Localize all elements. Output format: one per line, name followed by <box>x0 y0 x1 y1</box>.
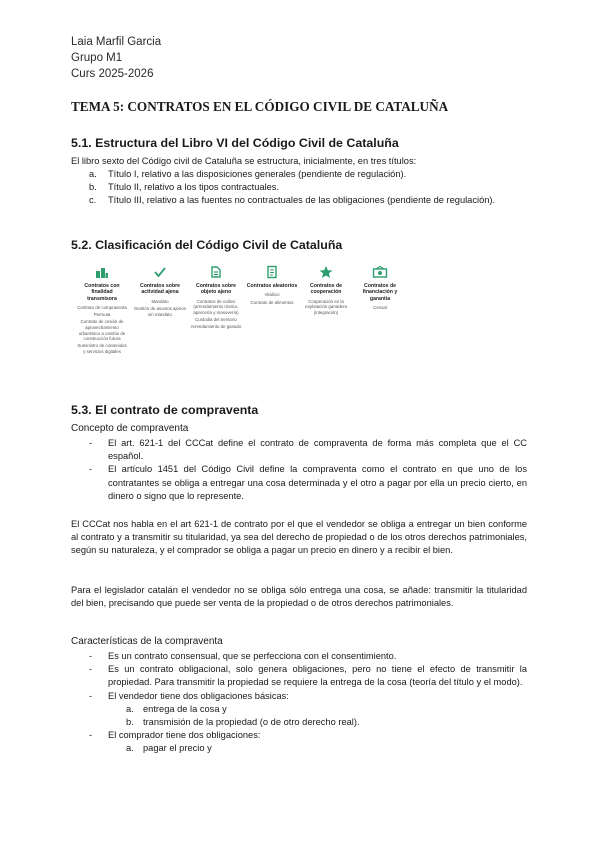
classification-column: Contratos de financiación y garantía Censal <box>354 265 406 312</box>
list-item: - El artículo 1451 del Código Civil define la compraventa como el contrato en que uno de los contratantes se obliga a entregar una cosa determinada y el otro a pagar por ella un precio cierto, en dinero o signo que lo represente. <box>89 464 527 501</box>
checkmark-icon <box>153 265 167 279</box>
course-year: Curs 2025-2026 <box>71 68 154 80</box>
classification-column: Contratos aleatorios Vitalicio Contrato de alimentos <box>246 265 298 307</box>
list-item: b. Título II, relativo a los tipos contractuales. <box>89 182 280 193</box>
column-title: Contratos con finalidad transmisora <box>84 283 120 302</box>
money-icon <box>372 265 388 279</box>
classification-column: Contratos con finalidad transmisora Contrato de compraventa Permuta Contrato de cesión de aprovechamiento urbanístico a cambio de construcción futura Suministro de contenidos y servicios digitales <box>76 265 128 356</box>
list-item: a. entrega de la cosa y <box>126 703 227 714</box>
list-item: c. Título III, relativo a las fuentes no contractuales de las obligaciones (pendiente de regulación). <box>89 195 496 206</box>
section-5-2-heading: 5.2. Clasificación del Código Civil de Cataluña <box>71 238 343 252</box>
classification-column: Contratos sobre actividad ajena Mandato Gestión de asuntos ajenos sin mandato <box>134 265 186 319</box>
list-item: - El art. 621-1 del CCCat define el contrato de compraventa de forma más completa que el CC español. <box>89 438 527 462</box>
section-5-1-intro: El libro sexto del Código civil de Cataluña se estructura, inicialmente, en tres títulos: <box>71 156 417 166</box>
hands-icon <box>209 265 223 279</box>
author-name: Laia Marfil Garcia <box>71 36 162 48</box>
features-heading: Características de la compraventa <box>71 636 223 647</box>
section-5-1-heading: 5.1. Estructura del Libro VI del Código Civil de Cataluña <box>71 136 399 150</box>
column-title: Contratos de financiación y garantía <box>362 283 398 302</box>
classification-column: Contratos de cooperación Cooperación en la explotación ganadera (integración) <box>300 265 352 317</box>
classification-column: Contratos sobre objeto ajeno Contratos de cultivo (arrendamiento rústico, aparcería y masovería) Custodia del territorio Arrendamiento de ganado <box>190 265 242 331</box>
list-item: - Es un contrato obligacional, solo genera obligaciones, pero no tiene el efecto de transmitir la propiedad. Para transmitir la propiedad se requiere la entrega de la cosa (teoría del título y el modo). <box>89 664 527 688</box>
group-name: Grupo M1 <box>71 52 123 64</box>
list-item: - El comprador tiene dos obligaciones: a. pagar el precio y <box>71 729 527 755</box>
document-title: TEMA 5: CONTRATOS EN EL CÓDIGO CIVIL DE CATALUÑA <box>71 99 449 114</box>
list-item: - El vendedor tiene dos obligaciones básicas: a. entrega de la cosa y b. transmisión de la propiedad (o de otro derecho real). <box>71 690 527 730</box>
building-blocks-icon <box>95 265 109 279</box>
concept-heading: Concepto de compraventa <box>71 423 189 434</box>
column-title: Contratos sobre objeto ajeno <box>195 283 237 296</box>
column-title: Contratos sobre actividad ajena <box>139 283 181 296</box>
list-item: b. transmisión de la propiedad (o de otro derecho real). <box>126 717 360 728</box>
document-icon <box>265 265 279 279</box>
paragraph: Para el legislador catalán el vendedor no se obliga sólo entrega una cosa, se añade: transmitir la titularidad del bien, precisando que puede ser venta de la propiedad o de otros derechos patrimoniales. <box>71 585 527 609</box>
concept-list <box>71 437 527 503</box>
list-item: - Es un contrato consensual, que se perfecciona con el consentimiento. <box>89 651 397 661</box>
column-title: Contratos aleatorios <box>246 283 298 289</box>
classification-figure <box>76 265 406 385</box>
star-cooperation-icon <box>318 265 334 279</box>
paragraph: El CCCat nos habla en el art 621-1 de contrato por el que el vendedor se obliga a entregar un bien conforme al contrato y a transmitir su titularidad, ya sea del derecho de propiedad o de los otros derechos patrimoniales, según su naturaleza, y el comprador se obliga a pagar un precio en dinero y a recibir el bien. <box>71 519 527 556</box>
section-5-3-heading: 5.3. El contrato de compraventa <box>71 403 259 417</box>
features-list <box>71 650 527 756</box>
list-item: a. pagar el precio y <box>126 743 212 754</box>
section-5-1-list <box>71 168 527 208</box>
document-header <box>71 34 161 82</box>
list-item: a. Título I, relativo a las disposiciones generales (pendiente de regulación). <box>89 169 407 179</box>
column-title: Contratos de cooperación <box>310 283 342 296</box>
